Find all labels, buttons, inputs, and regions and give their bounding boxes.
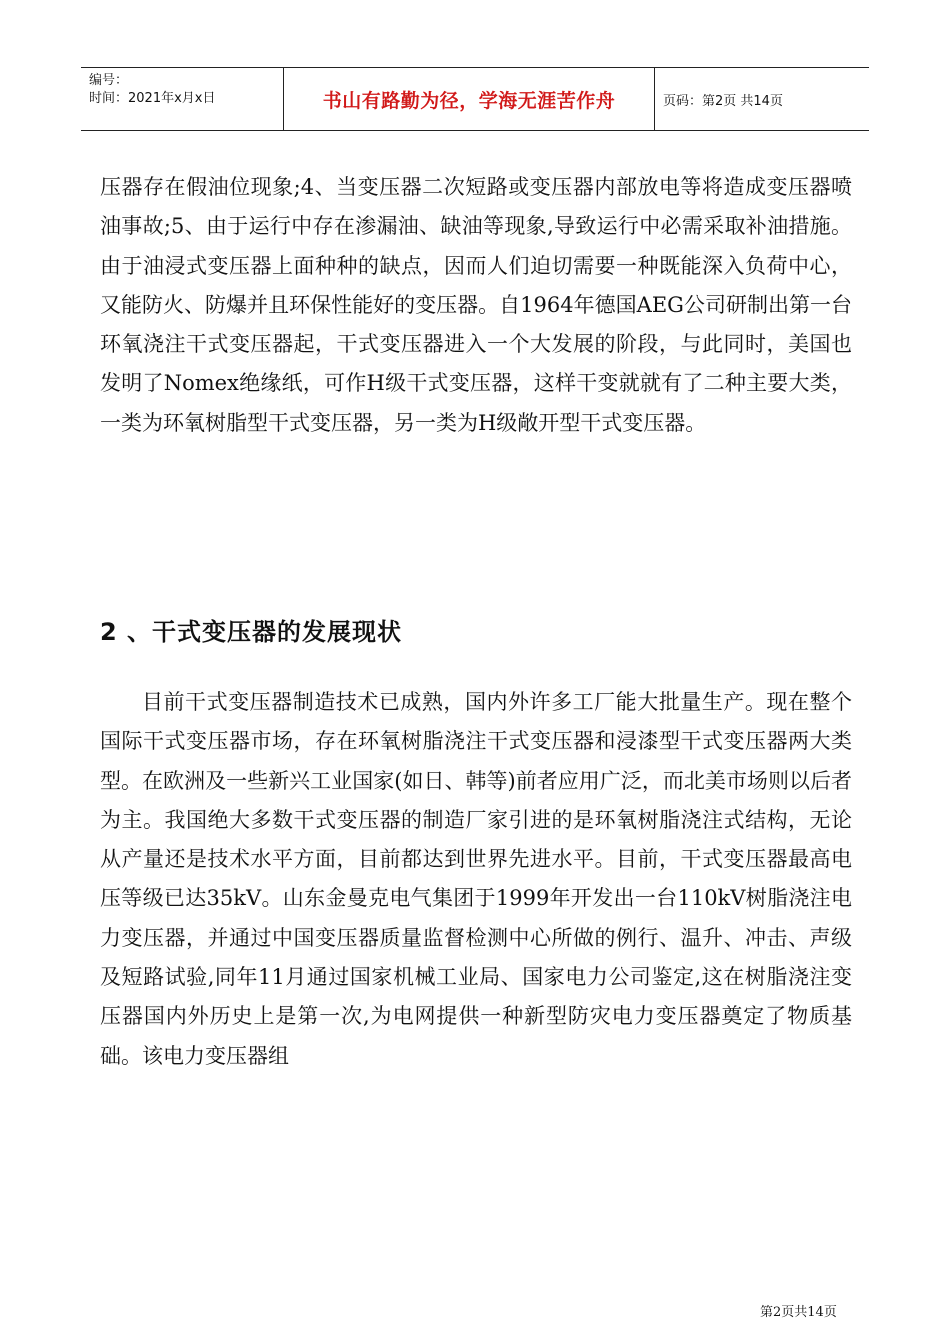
section-heading: 2 、干式变压器的发展现状 (100, 618, 403, 646)
paragraph-1: 压器存在假油位现象;4、当变压器二次短路或变压器内部放电等将造成变压器喷油事故;5、由于运行中存在渗漏油、缺油等现象,导致运行中必需采取补油措施。由于油浸式变压器上面种种的缺点，因而人们迫切需要一种既能深入负荷中心，又能防火、防爆并且环保性能好的变压器。自1964年德国AEG公司研制出第一台环氧浇注干式变压器起，干式变压器进入一个大发展的阶段，与此同时，美国也发明了Nomex绝缘纸，可作H级干式变压器，这样干变就就有了二种主要大类，一类为环氧树脂型干式变压器，另一类为H级敞开型干式变压器。 (100, 175, 852, 435)
footer-page-info: 第2页共14页 (760, 1305, 837, 1320)
paragraph-1-block (100, 168, 852, 443)
page-header (81, 67, 869, 131)
header-motto-cell (283, 68, 655, 130)
header-meta (81, 68, 283, 130)
number-label: 编号： (89, 73, 129, 88)
paragraph-2-block (100, 683, 852, 1076)
time-label: 时间：2021年x月x日 (89, 91, 216, 106)
paragraph-2: 目前干式变压器制造技术已成熟，国内外许多工厂能大批量生产。现在整个国际干式变压器市场，存在环氧树脂浇注干式变压器和浸漆型干式变压器两大类型。在欧洲及一些新兴工业国家(如日、韩等)前者应用广泛，而北美市场则以后者为主。我国绝大多数干式变压器的制造厂家引进的是环氧树脂浇注式结构，无论从产量还是技术水平方面，目前都达到世界先进水平。目前，干式变压器最高电压等级已达35kV。山东金曼克电气集团于1999年开发出一台110kV树脂浇注电力变压器，并通过中国变压器质量监督检测中心所做的例行、温升、冲击、声级及短路试验,同年11月通过国家机械工业局、国家电力公司鉴定,这在树脂浇注变压器国内外历史上是第一次,为电网提供一种新型防灾电力变压器奠定了物质基础。该电力变压器组 (100, 690, 852, 1068)
header-page-info: 页码：第2页 共14页 (663, 93, 783, 109)
motto-text: 书山有路勤为径，学海无涯苦作舟 (322, 89, 616, 112)
header-page-cell (655, 68, 869, 130)
